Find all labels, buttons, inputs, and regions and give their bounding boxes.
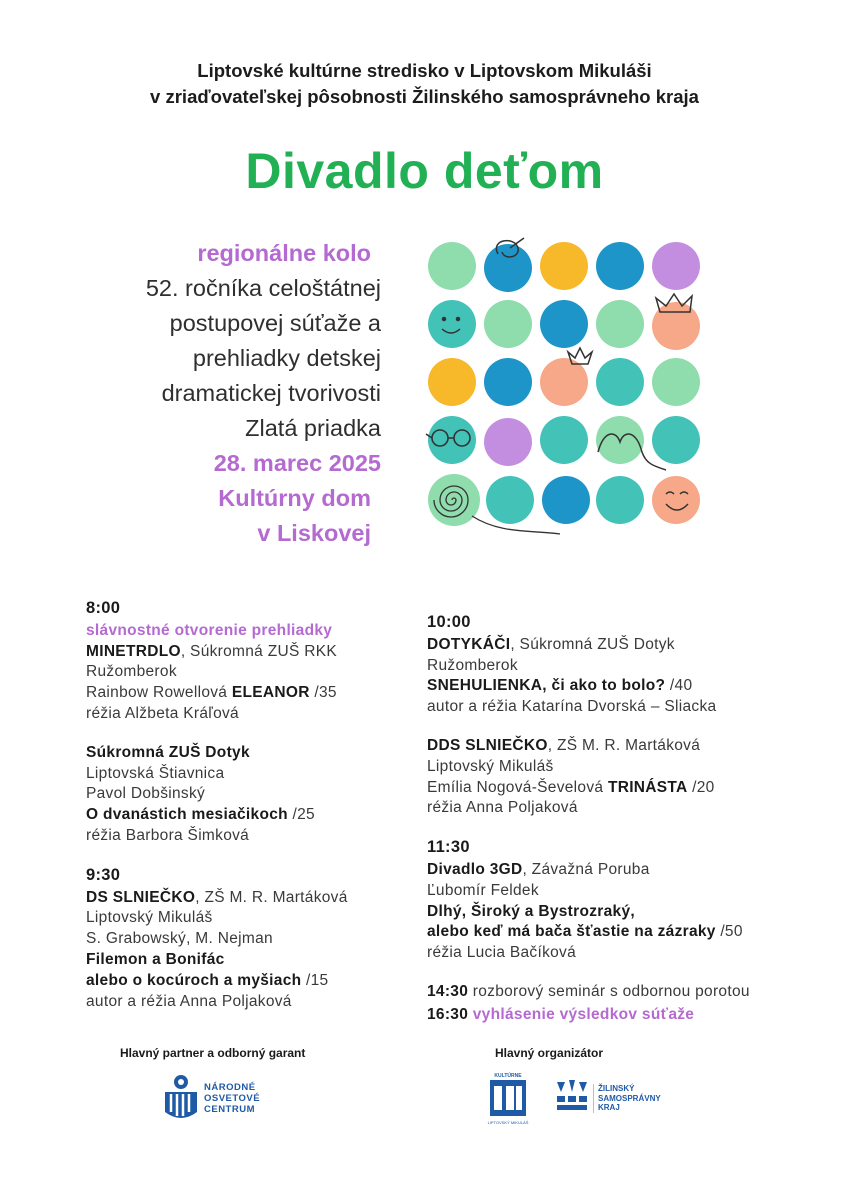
group-name: Divadlo 3GD — [427, 860, 523, 878]
dot — [540, 416, 588, 464]
dot — [486, 476, 534, 524]
director: réžia Alžbeta Kráľová — [86, 704, 239, 722]
seminar-text: rozborový seminár s odbornou porotou — [468, 982, 750, 1000]
dot — [596, 476, 644, 524]
closing-events — [427, 982, 787, 1026]
decorative-dots-illustration — [420, 234, 720, 544]
play-title: SNEHULIENKA, či ako to bolo? — [427, 677, 666, 695]
zsk-logo — [553, 1078, 663, 1118]
time-slot: 14:30 — [427, 982, 469, 1000]
program-entry: DOTYKÁČI, Súkromná ZUŠ Dotyk Ružomberok SNEHULIENKA, či ako to bolo? /40 autor a réžia Katarína Dvorská – Sliacka — [427, 635, 787, 718]
event-date: 28. marec 2025 — [213, 450, 381, 476]
play-title: Dlhý, Široký a Bystrozraký, — [427, 902, 635, 920]
author: Ľubomír Feldek — [427, 881, 539, 899]
director: réžia Anna Poljaková — [427, 799, 578, 817]
organizer-label: Hlavný organizátor — [495, 1046, 604, 1060]
program-entry: DDS SLNIEČKO, ZŠ M. R. Martáková Liptovský Mikuláš Emília Nogová-Ševelová TRINÁSTA /20 réžia Anna Poljaková — [427, 736, 787, 819]
director: réžia Lucia Bačíková — [427, 944, 577, 962]
play-title: TRINÁSTA — [607, 778, 688, 796]
time-slot: 10:00 — [427, 613, 471, 631]
svg-text:LIPTOVSKÝ MIKULÁŠ: LIPTOVSKÝ MIKULÁŠ — [487, 1120, 529, 1125]
dot — [540, 242, 588, 290]
intro-line: dramatickej tvorivosti — [161, 380, 381, 406]
dot — [542, 476, 590, 524]
zsk-emblem-icon — [553, 1078, 591, 1114]
city: Ružomberok — [86, 663, 177, 681]
city: Liptovský Mikuláš — [427, 757, 554, 775]
director: réžia Barbora Šimková — [86, 826, 250, 844]
dot — [652, 242, 700, 290]
author: S. Grabowský, M. Nejman — [86, 930, 273, 948]
dot — [428, 358, 476, 406]
header-line-1: Liptovské kultúrne stredisko v Liptovskom Mikuláši — [197, 60, 652, 81]
dot — [428, 242, 476, 290]
opening-ceremony: slávnostné otvorenie prehliadky — [86, 621, 333, 639]
time-slot: 8:00 — [86, 599, 121, 617]
noc-emblem-icon — [162, 1072, 200, 1122]
author: Pavol Dobšinský — [86, 785, 206, 803]
svg-text:KULTÚRNE: KULTÚRNE — [494, 1073, 522, 1079]
city: Ružomberok — [427, 656, 518, 674]
program-left-column — [86, 598, 416, 1030]
time-slot: 16:30 — [427, 1005, 469, 1023]
header-line-2: v zriaďovateľskej pôsobnosti Žilinského samosprávneho kraja — [150, 86, 699, 107]
group-name: DOTYKÁČI — [427, 635, 511, 653]
dot — [540, 358, 588, 406]
lks-logo-text — [484, 1070, 485, 1071]
dot — [540, 300, 588, 348]
group-name: DDS SLNIEČKO — [427, 736, 548, 754]
results-announcement: vyhlásenie výsledkov súťaže — [468, 1005, 695, 1023]
noc-logo-text: NÁRODNÉ OSVETOVÉ CENTRUM — [204, 1082, 261, 1115]
partner-label: Hlavný partner a odborný garant — [120, 1046, 306, 1060]
dot — [652, 416, 700, 464]
dot — [428, 474, 480, 526]
intro-block — [21, 236, 381, 551]
event-title: Divadlo deťom — [245, 143, 604, 199]
dot — [484, 300, 532, 348]
program-right-column — [427, 612, 787, 1028]
city: Liptovský Mikuláš — [86, 909, 213, 927]
time-slot: 9:30 — [86, 865, 121, 884]
organization-header — [0, 58, 849, 110]
dot — [484, 244, 532, 292]
round-label: regionálne kolo — [197, 240, 371, 266]
dot — [652, 476, 700, 524]
dot — [596, 358, 644, 406]
venue-line-1: Kultúrny dom — [218, 485, 371, 511]
play-title-cont: alebo keď má bača šťastie na zázraky — [427, 923, 716, 941]
play-title: O dvanástich mesiačikoch — [86, 806, 288, 824]
dot — [484, 358, 532, 406]
dot — [596, 242, 644, 290]
lks-emblem-icon — [484, 1070, 534, 1128]
play-title: Filemon a Bonifác — [86, 950, 225, 968]
time-slot: 11:30 — [427, 838, 470, 857]
dot — [484, 418, 532, 466]
dot — [652, 358, 700, 406]
director: autor a réžia Katarína Dvorská – Sliacka — [427, 698, 717, 716]
program-entry: DS SLNIEČKO, ZŠ M. R. Martáková Liptovský Mikuláš S. Grabowský, M. Nejman Filemon a Bonifác alebo o kocúroch a myšiach /15 autor a réžia Anna Poljaková — [86, 888, 416, 1013]
intro-line: prehliadky detskej — [192, 345, 381, 371]
intro-line: 52. ročníka celoštátnej — [145, 275, 381, 301]
intro-line: Zlatá priadka — [245, 415, 381, 441]
noc-logo — [162, 1072, 262, 1122]
city: Liptovská Štiavnica — [86, 764, 225, 782]
dot — [428, 300, 476, 348]
lks-logo — [484, 1070, 534, 1128]
dot — [428, 416, 476, 464]
group-name: Súkromná ZUŠ Dotyk — [86, 743, 250, 761]
intro-line: postupovej súťaže a — [169, 310, 381, 336]
program-entry: Súkromná ZUŠ Dotyk Liptovská Štiavnica Pavol Dobšinský O dvanástich mesiačikoch /25 réžia Barbora Šimková — [86, 743, 416, 847]
director: autor a réžia Anna Poljaková — [86, 992, 292, 1010]
play-title: ELEANOR — [231, 684, 310, 702]
group-name: MINETRDLO — [86, 642, 181, 660]
dot — [596, 300, 644, 348]
venue-line-2: v Liskovej — [257, 520, 371, 546]
group-name: DS SLNIEČKO — [86, 888, 196, 906]
play-title-cont: alebo o kocúroch a myšiach — [86, 971, 302, 989]
zsk-logo-text: ŽILINSKÝ SAMOSPRÁVNY KRAJ — [593, 1084, 663, 1113]
crown-icon — [568, 348, 592, 364]
program-entry: MINETRDLO, Súkromná ZUŠ RKK Ružomberok Rainbow Rowellová ELEANOR /35 réžia Alžbeta Kráľová — [86, 642, 416, 725]
program-entry: Divadlo 3GD, Závažná Poruba Ľubomír Feldek Dlhý, Široký a Bystrozraký, alebo keď má bača šťastie na zázraky /50 réžia Lucia Bačíková — [427, 860, 787, 964]
